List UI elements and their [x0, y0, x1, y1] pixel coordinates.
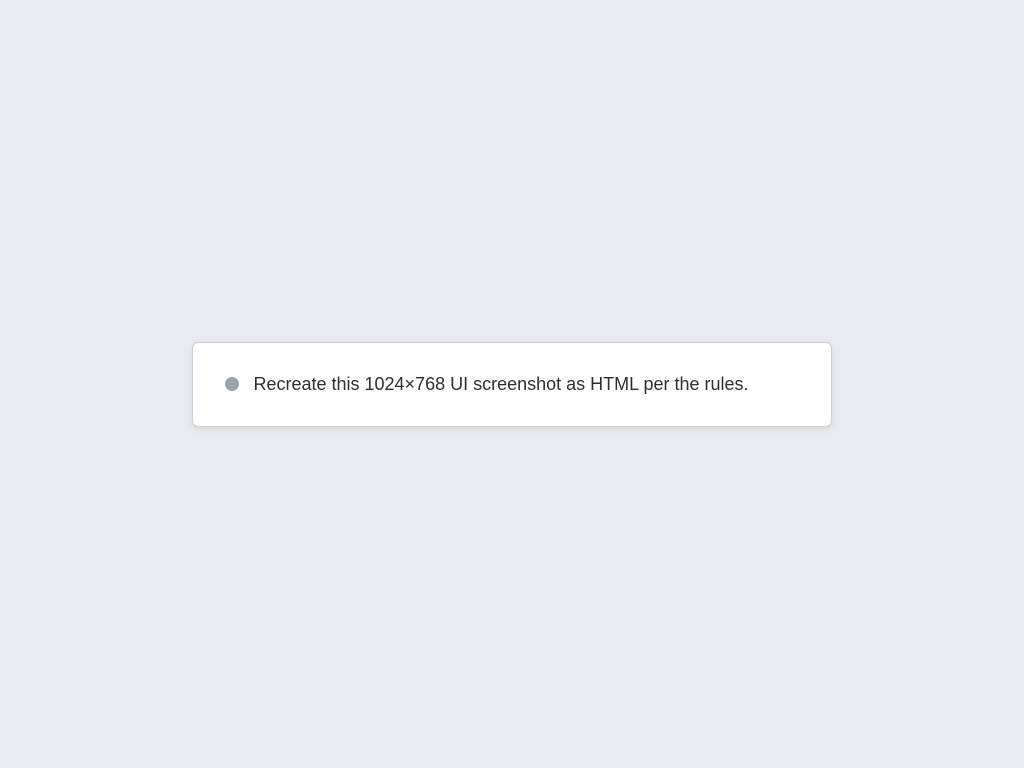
body-text: Recreate this 1024×768 UI screenshot as HTML per the rules.: [253, 373, 749, 394]
content-panel: [192, 342, 832, 427]
info-dot-icon: [225, 377, 239, 391]
